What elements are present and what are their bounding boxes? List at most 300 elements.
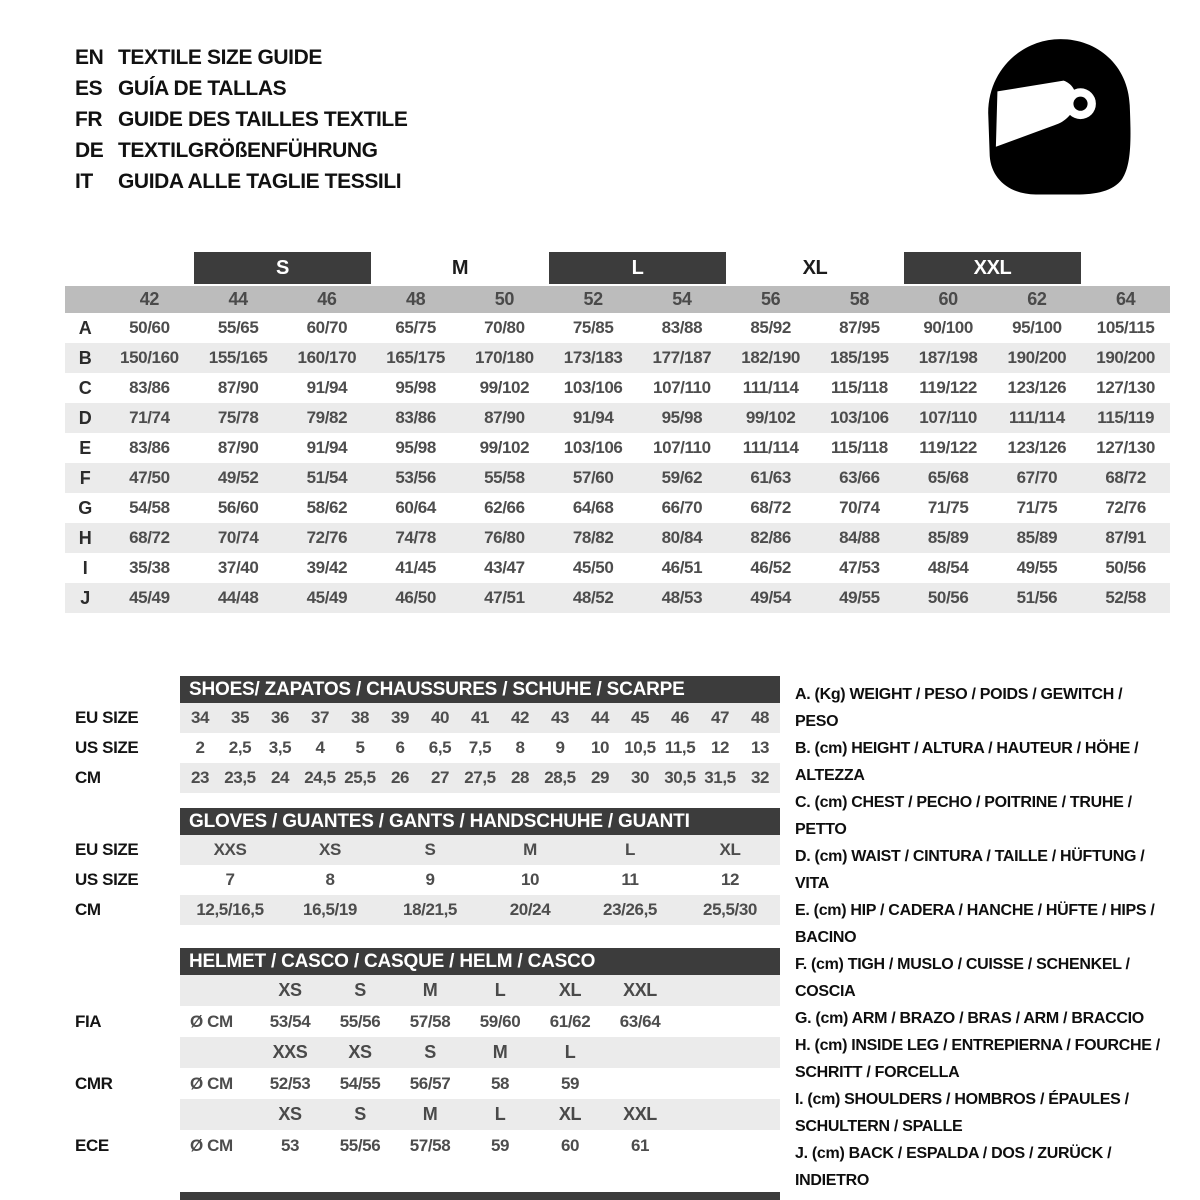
- measure-cell: 91/94: [572, 408, 614, 427]
- shoes-cell: 45: [630, 708, 650, 727]
- size-group-row: [65, 252, 1170, 284]
- measure-row-key: D: [78, 407, 92, 428]
- measure-cell: 74/78: [395, 528, 436, 547]
- measure-cell: 107/110: [653, 378, 711, 397]
- row-label: EU SIZE: [75, 840, 139, 859]
- gloves-cell: XS: [319, 840, 341, 859]
- measure-cell: 71/74: [129, 408, 170, 427]
- measure-cell: 71/75: [1016, 498, 1058, 517]
- helmet-size-table: [65, 948, 780, 1161]
- measure-cell: 79/82: [306, 408, 348, 427]
- size-group-XL: XL: [802, 256, 828, 279]
- legend-line: H. (cm) INSIDE LEG / ENTREPIERNA / FOURCHE / SCHRITT / FORCELLA: [795, 1037, 1160, 1081]
- helmet-size-cell: XXS: [272, 1042, 308, 1062]
- diameter-unit-label: Ø CM: [190, 1135, 233, 1155]
- gloves-cell: 20/24: [509, 900, 551, 919]
- numeric-size-cell: 54: [672, 289, 692, 309]
- measure-cell: 115/118: [830, 378, 888, 397]
- diameter-unit-label: Ø CM: [190, 1011, 233, 1031]
- measure-cell: 190/200: [1096, 348, 1155, 367]
- helmet-size-row-CMR: [65, 1037, 780, 1068]
- measure-cell: 95/98: [395, 378, 436, 397]
- helmet-value-cell: 61/62: [549, 1011, 591, 1031]
- measure-row-J: [65, 583, 1170, 613]
- legend-line: E. (cm) HIP / CADERA / HANCHE / HÜFTE / HIPS / BACINO: [795, 902, 1155, 946]
- measure-row-F: [65, 463, 1170, 493]
- row-label: CM: [75, 900, 101, 919]
- measure-cell: 165/175: [386, 348, 445, 367]
- language-label: GUIDE DES TAILLES TEXTILE: [118, 107, 408, 131]
- measure-row-key: H: [78, 527, 92, 548]
- measure-row-A: [65, 313, 1170, 343]
- shoes-cell: 3,5: [268, 738, 292, 757]
- gloves-cell: 8: [325, 870, 335, 889]
- shoes-cell: 24,5: [304, 768, 336, 787]
- shoes-cell: 28: [510, 768, 530, 787]
- measure-cell: 115/119: [1097, 408, 1155, 427]
- gloves-cell: 23/26,5: [603, 900, 657, 919]
- shoes-cell: 35: [230, 708, 250, 727]
- measure-cell: 127/130: [1096, 438, 1155, 457]
- measure-cell: 68/72: [129, 528, 170, 547]
- measure-row-H: [65, 523, 1170, 553]
- helmet-size-cell: S: [354, 1104, 366, 1124]
- measure-cell: 91/94: [306, 378, 348, 397]
- shoes-cell: 9: [555, 738, 565, 757]
- bottom-section-bar: [180, 1192, 780, 1200]
- shoes-cell: 27,5: [464, 768, 496, 787]
- measure-cell: 105/115: [1096, 318, 1155, 337]
- helmet-size-cell: XL: [558, 1104, 582, 1124]
- measure-cell: 83/88: [661, 318, 703, 337]
- numeric-size-cell: 42: [139, 289, 159, 309]
- language-code: ES: [75, 76, 103, 100]
- measure-cell: 51/56: [1016, 588, 1058, 607]
- measure-cell: 58/62: [306, 498, 348, 517]
- gloves-cell: XL: [719, 840, 741, 859]
- measure-cell: 56/60: [217, 498, 259, 517]
- measure-row-key: B: [78, 347, 92, 368]
- helmet-size-cell: L: [494, 980, 506, 1000]
- measure-cell: 50/60: [129, 318, 170, 337]
- shoes-cell: 46: [670, 708, 690, 727]
- language-row: [75, 166, 407, 197]
- shoes-cell: 37: [310, 708, 330, 727]
- measurement-legend: [795, 681, 1167, 1194]
- helmet-value-cells: [180, 1068, 780, 1099]
- measure-cell: 63/66: [839, 468, 880, 487]
- numeric-size-cell: 56: [761, 289, 781, 309]
- measure-cell: 46/52: [750, 558, 791, 577]
- shoes-cell: 31,5: [704, 768, 736, 787]
- gloves-cell: 7: [225, 870, 235, 889]
- numeric-size-cell: 60: [938, 289, 958, 309]
- shoes-row-eu: [65, 703, 780, 733]
- helmet-size-cell: XS: [348, 1042, 372, 1062]
- helmet-value-cell: 59/60: [479, 1011, 521, 1031]
- measure-cell: 115/118: [830, 438, 888, 457]
- shoes-cell: 48: [750, 708, 770, 727]
- helmet-value-row-ECE: [65, 1130, 780, 1161]
- measure-cell: 43/47: [484, 558, 525, 577]
- measure-cell: 49/55: [839, 588, 880, 607]
- shoes-cell: 26: [390, 768, 410, 787]
- measure-cell: 155/165: [208, 348, 268, 367]
- measure-cell: 48/53: [661, 588, 703, 607]
- standard-label: FIA: [75, 1011, 102, 1031]
- helmet-size-cell: L: [494, 1104, 506, 1124]
- shoes-cell: 8: [515, 738, 525, 757]
- helmet-value-cell: 53: [280, 1135, 300, 1155]
- size-group-L: L: [549, 252, 727, 284]
- shoes-cell: 23: [190, 768, 210, 787]
- measure-cell: 71/75: [927, 498, 969, 517]
- gloves-cell: 10: [520, 870, 540, 889]
- shoes-row-us: [65, 733, 780, 763]
- language-row: [75, 73, 407, 104]
- shoes-cell: 12: [710, 738, 730, 757]
- numeric-size-cell: 46: [317, 289, 337, 309]
- measure-cell: 55/65: [217, 318, 259, 337]
- measure-cell: 54/58: [129, 498, 170, 517]
- shoes-cell: 6,5: [428, 738, 452, 757]
- numeric-size-row: [65, 286, 1170, 313]
- helmet-size-cell: S: [424, 1042, 436, 1062]
- measure-cell: 47/51: [484, 588, 525, 607]
- language-label: TEXTILE SIZE GUIDE: [118, 45, 322, 69]
- measure-cell: 66/70: [661, 498, 703, 517]
- measure-cell: 49/55: [1016, 558, 1058, 577]
- measure-cell: 72/76: [306, 528, 348, 547]
- measure-cell: 65/75: [395, 318, 436, 337]
- measure-cell: 160/170: [297, 348, 357, 367]
- measure-row-E: [65, 433, 1170, 463]
- row-label: US SIZE: [75, 738, 139, 757]
- measure-cell: 44/48: [217, 588, 259, 607]
- measure-cell: 123/126: [1007, 378, 1067, 397]
- measure-cell: 103/106: [830, 408, 889, 427]
- shoes-cell: 32: [750, 768, 770, 787]
- size-group-S: S: [194, 252, 372, 284]
- legend-line: A. (Kg) WEIGHT / PESO / POIDS / GEWITCH / PESO: [795, 686, 1123, 730]
- measure-cell: 91/94: [306, 438, 348, 457]
- gloves-cells: [180, 835, 780, 865]
- measure-cell: 50/56: [927, 588, 969, 607]
- measure-cell: 45/50: [572, 558, 614, 577]
- measure-cell: 182/190: [741, 348, 800, 367]
- measure-cell: 67/70: [1016, 468, 1058, 487]
- measure-cell: 185/195: [830, 348, 889, 367]
- measure-cell: 173/183: [563, 348, 623, 367]
- helmet-value-cell: 63/64: [619, 1011, 661, 1031]
- shoes-cell: 44: [590, 708, 610, 727]
- helmet-size-cell: M: [422, 980, 438, 1000]
- numeric-size-cell: 64: [1116, 289, 1136, 309]
- helmet-value-row-CMR: [65, 1068, 780, 1099]
- numeric-size-cell: 62: [1027, 289, 1047, 309]
- measure-row-key: G: [78, 497, 92, 518]
- helmet-value-cell: 57/58: [409, 1011, 451, 1031]
- textile-size-table: [65, 252, 1170, 613]
- measure-cell: 37/40: [217, 558, 259, 577]
- helmet-size-cell: S: [354, 980, 366, 1000]
- shoes-cell: 24: [270, 768, 290, 787]
- measure-cell: 99/102: [479, 438, 530, 457]
- helmet-size-cell: XS: [278, 1104, 302, 1124]
- measure-row-key: J: [80, 587, 90, 608]
- measure-cell: 111/114: [742, 438, 799, 457]
- gloves-cell: 18/21,5: [403, 900, 457, 919]
- language-label: TEXTILGRÖßENFÜHRUNG: [118, 138, 378, 162]
- helmet-value-cell: 58: [490, 1073, 510, 1093]
- measure-row-G: [65, 493, 1170, 523]
- standard-label: ECE: [75, 1135, 109, 1155]
- helmet-size-cells: [180, 1037, 780, 1068]
- language-label: GUÍA DE TALLAS: [118, 76, 287, 100]
- shoes-cell: 25,5: [344, 768, 376, 787]
- measure-row-I: [65, 553, 1170, 583]
- language-row: [75, 42, 407, 73]
- measure-cell: 39/42: [306, 558, 348, 577]
- helmet-size-cell: L: [564, 1042, 576, 1062]
- measure-cell: 87/90: [484, 408, 525, 427]
- measure-cell: 50/56: [1105, 558, 1146, 577]
- shoes-cell: 34: [190, 708, 210, 727]
- helmet-value-cells: [180, 1130, 780, 1161]
- measure-row-D: [65, 403, 1170, 433]
- measure-cell: 87/90: [217, 378, 259, 397]
- measure-cell: 87/91: [1105, 528, 1146, 547]
- language-row: [75, 104, 407, 135]
- gloves-cell: M: [523, 840, 537, 859]
- measure-cell: 68/72: [750, 498, 791, 517]
- gloves-cell: L: [625, 840, 635, 859]
- measure-cell: 83/86: [129, 438, 170, 457]
- helmet-size-cell: XXL: [623, 1104, 657, 1124]
- measure-row-B: [65, 343, 1170, 373]
- measure-cell: 103/106: [563, 438, 623, 457]
- helmet-size-cell: XS: [278, 980, 302, 1000]
- legend-line: I. (cm) SHOULDERS / HOMBROS / ÉPAULES / SCHULTERN / SPALLE: [795, 1091, 1129, 1135]
- measure-cell: 95/100: [1012, 318, 1062, 337]
- shoes-cell: 6: [395, 738, 405, 757]
- measure-cell: 51/54: [306, 468, 348, 487]
- shoes-cell: 28,5: [544, 768, 576, 787]
- helmet-value-cell: 52/53: [269, 1073, 311, 1093]
- gloves-cells: [180, 865, 780, 895]
- diameter-unit-label: Ø CM: [190, 1073, 233, 1093]
- legend-line: J. (cm) BACK / ESPALDA / DOS / ZURÜCK / INDIETRO: [795, 1145, 1112, 1189]
- gloves-cells: [180, 895, 780, 925]
- measure-cell: 75/85: [572, 318, 614, 337]
- shoes-cells: [180, 703, 780, 733]
- measure-cell: 82/86: [750, 528, 791, 547]
- language-row: [75, 135, 407, 166]
- measure-cell: 87/90: [217, 438, 259, 457]
- helmet-size-cells: [180, 975, 780, 1006]
- language-code: FR: [75, 107, 103, 131]
- gloves-cell: 9: [425, 870, 435, 889]
- helmet-size-cell: M: [422, 1104, 438, 1124]
- numeric-size-cell: 50: [494, 289, 514, 309]
- measure-cell: 76/80: [484, 528, 525, 547]
- measure-row-C: [65, 373, 1170, 403]
- gloves-row-cm: [65, 895, 780, 925]
- row-label: CM: [75, 768, 101, 787]
- measure-cell: 57/60: [572, 468, 614, 487]
- helmet-value-cell: 56/57: [409, 1073, 451, 1093]
- measure-cell: 70/80: [484, 318, 525, 337]
- measure-cell: 190/200: [1007, 348, 1067, 367]
- shoes-cells: [180, 733, 780, 763]
- language-code: IT: [75, 169, 93, 193]
- measure-cell: 99/102: [479, 378, 530, 397]
- shoes-cell: 30: [630, 768, 650, 787]
- gloves-row-eu: [65, 835, 780, 865]
- helmet-value-cells: [180, 1006, 780, 1037]
- measure-cell: 68/72: [1105, 468, 1146, 487]
- shoes-cell: 2: [195, 738, 205, 757]
- shoes-cell: 47: [710, 708, 730, 727]
- measure-cell: 95/98: [395, 438, 436, 457]
- measure-row-key: C: [78, 377, 92, 398]
- helmet-value-cell: 53/54: [269, 1011, 311, 1031]
- measure-cell: 127/130: [1096, 378, 1155, 397]
- gloves-title-bar: GLOVES / GUANTES / GANTS / HANDSCHUHE / GUANTI: [180, 808, 780, 835]
- measure-cell: 49/52: [217, 468, 259, 487]
- racing-helmet-icon: [983, 36, 1138, 196]
- language-label: GUIDA ALLE TAGLIE TESSILI: [118, 169, 402, 193]
- row-label: US SIZE: [75, 870, 139, 889]
- numeric-size-cell: 52: [583, 289, 603, 309]
- measure-cell: 87/95: [839, 318, 880, 337]
- shoes-cell: 27: [430, 768, 450, 787]
- gloves-size-table: [65, 808, 780, 925]
- helmet-value-cell: 57/58: [409, 1135, 451, 1155]
- numeric-size-cell: 48: [406, 289, 426, 309]
- numeric-size-cell: 44: [228, 289, 248, 309]
- measure-cell: 48/52: [572, 588, 614, 607]
- measure-cell: 64/68: [572, 498, 614, 517]
- shoes-cell: 40: [430, 708, 450, 727]
- shoes-cell: 39: [390, 708, 410, 727]
- measure-cell: 45/49: [306, 588, 348, 607]
- helmet-value-cell: 54/55: [339, 1073, 381, 1093]
- measure-cell: 170/180: [475, 348, 534, 367]
- measure-cell: 107/110: [919, 408, 977, 427]
- measure-cell: 150/160: [120, 348, 179, 367]
- gloves-row-us: [65, 865, 780, 895]
- helmet-value-cell: 55/56: [339, 1011, 381, 1031]
- numeric-size-cell: 58: [849, 289, 869, 309]
- helmet-value-cell: 60: [560, 1135, 580, 1155]
- helmet-size-cell: XL: [558, 980, 582, 1000]
- measure-cell: 84/88: [839, 528, 880, 547]
- shoes-cell: 7,5: [468, 738, 492, 757]
- measure-cell: 187/198: [918, 348, 978, 367]
- shoes-cell: 29: [590, 768, 610, 787]
- measure-cell: 70/74: [217, 528, 259, 547]
- measure-row-key: F: [79, 467, 91, 488]
- measure-cell: 99/102: [745, 408, 796, 427]
- measure-cell: 46/51: [661, 558, 703, 577]
- measure-cell: 119/122: [919, 438, 977, 457]
- helmet-size-cell: XXL: [623, 980, 657, 1000]
- measure-cell: 78/82: [572, 528, 614, 547]
- measure-cell: 72/76: [1105, 498, 1146, 517]
- measure-cell: 85/89: [927, 528, 969, 547]
- measure-cell: 59/62: [661, 468, 703, 487]
- gloves-cell: XXS: [213, 840, 247, 859]
- measure-cell: 47/53: [839, 558, 880, 577]
- gloves-cell: 25,5/30: [703, 900, 757, 919]
- measure-cell: 75/78: [217, 408, 259, 427]
- helmet-value-row-FIA: [65, 1006, 780, 1037]
- shoes-cell: 13: [750, 738, 770, 757]
- measure-cell: 70/74: [839, 498, 880, 517]
- measure-cell: 55/58: [484, 468, 525, 487]
- shoes-cell: 4: [315, 738, 325, 757]
- measure-cell: 80/84: [661, 528, 703, 547]
- gloves-cell: 16,5/19: [303, 900, 357, 919]
- measure-cell: 85/89: [1016, 528, 1058, 547]
- measure-cell: 65/68: [927, 468, 969, 487]
- measure-cell: 52/58: [1105, 588, 1146, 607]
- measure-cell: 107/110: [653, 438, 711, 457]
- gloves-cell: 12: [720, 870, 740, 889]
- helmet-title-bar: HELMET / CASCO / CASQUE / HELM / CASCO: [180, 948, 780, 975]
- helmet-size-row-FIA: [65, 975, 780, 1006]
- measure-cell: 62/66: [484, 498, 525, 517]
- shoes-cell: 42: [510, 708, 530, 727]
- shoes-cell: 38: [350, 708, 370, 727]
- measure-cell: 41/45: [395, 558, 436, 577]
- measure-cell: 49/54: [750, 588, 791, 607]
- measure-cell: 53/56: [395, 468, 436, 487]
- measure-row-key: A: [78, 317, 92, 338]
- gloves-cell: S: [424, 840, 436, 859]
- language-code: EN: [75, 45, 104, 69]
- measure-cell: 85/92: [750, 318, 791, 337]
- measure-cell: 177/187: [652, 348, 712, 367]
- measure-cell: 48/54: [927, 558, 969, 577]
- gloves-cell: 11: [621, 870, 639, 889]
- measure-cell: 111/114: [1008, 408, 1065, 427]
- shoes-cell: 2,5: [228, 738, 252, 757]
- shoes-cell: 23,5: [224, 768, 256, 787]
- measure-cell: 60/64: [395, 498, 436, 517]
- helmet-value-cell: 55/56: [339, 1135, 381, 1155]
- measure-row-key: I: [82, 557, 88, 578]
- measure-cell: 90/100: [923, 318, 973, 337]
- legend-line: D. (cm) WAIST / CINTURA / TAILLE / HÜFTUNG / VITA: [795, 848, 1145, 892]
- shoes-cells: [180, 763, 780, 793]
- shoes-cell: 10: [590, 738, 610, 757]
- helmet-size-cell: M: [492, 1042, 508, 1062]
- shoes-cell: 5: [355, 738, 365, 757]
- measure-cell: 103/106: [563, 378, 623, 397]
- measure-row-key: E: [79, 437, 91, 458]
- legend-line: C. (cm) CHEST / PECHO / POITRINE / TRUHE / PETTO: [795, 794, 1132, 838]
- measure-cell: 47/50: [129, 468, 170, 487]
- legend-line: B. (cm) HEIGHT / ALTURA / HAUTEUR / HÖHE / ALTEZZA: [795, 740, 1139, 784]
- measure-cell: 61/63: [750, 468, 791, 487]
- helmet-size-cells: [180, 1099, 780, 1130]
- size-group-XXL: XXL: [904, 252, 1082, 284]
- legend-line: G. (cm) ARM / BRAZO / BRAS / ARM / BRACCIO: [795, 1010, 1144, 1027]
- measure-cell: 95/98: [661, 408, 703, 427]
- legend-line: F. (cm) TIGH / MUSLO / CUISSE / SCHENKEL / COSCIA: [795, 956, 1130, 1000]
